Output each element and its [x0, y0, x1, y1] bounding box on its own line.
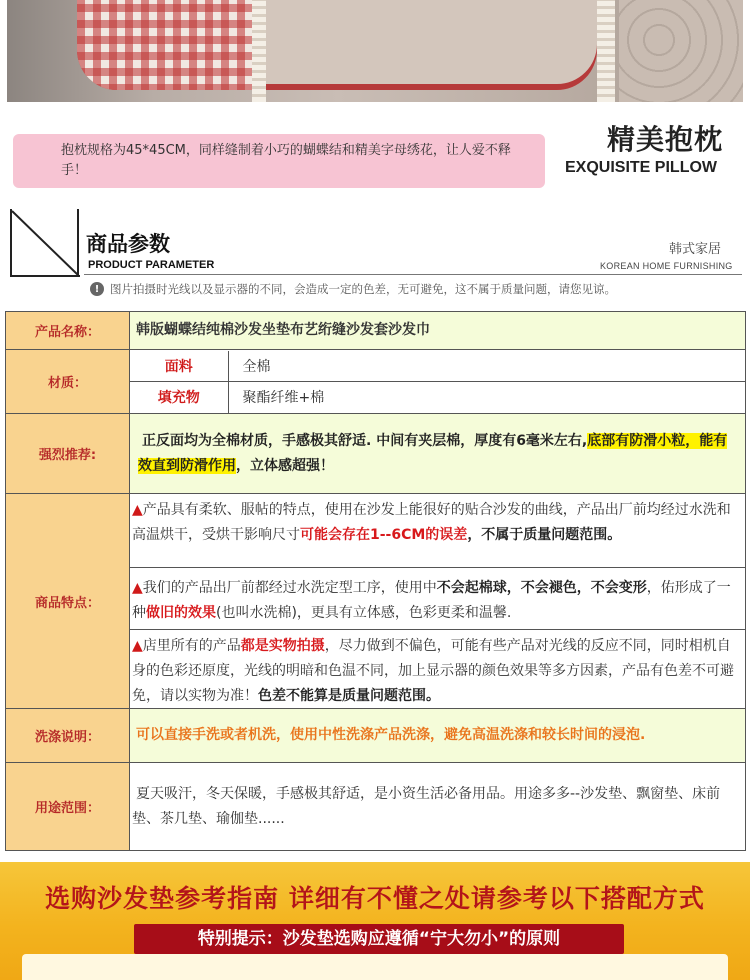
corner-decoration-icon — [10, 209, 80, 277]
feature-item — [130, 494, 745, 568]
pillow-description: 抱枕规格为45*45CM，同样缝制着小巧的蝴蝶结和精美字母绣花，让人爱不释手！ — [13, 134, 545, 188]
guide-title: 选购沙发垫参考指南 详细有不懂之处请参考以下搭配方式 — [45, 884, 705, 913]
washing-value — [130, 709, 746, 763]
color-notice — [90, 281, 710, 297]
feature-text: 我们的产品出厂前都经过水洗定型工序，使用中 — [142, 580, 437, 596]
divider — [84, 274, 742, 275]
recommend-label: 强烈推荐: — [6, 414, 130, 494]
washing-label: 洗涤说明： — [6, 709, 130, 763]
feature-text: 产品具有柔软、服帖的特点，使用在沙发上能很好的贴合沙发的曲线，产品出厂前均经过水洗和高温烘干，受烘干影响尺寸 — [132, 502, 731, 543]
lace-trim — [252, 0, 266, 102]
features-cell — [130, 494, 746, 709]
feature-text: ，佑形成了一种 — [132, 580, 731, 621]
notice-text: 图片拍摄时光线以及显示器的不同，会造成一定的色差，无可避免，这不属于质量问题，请您见谅。 — [110, 282, 616, 296]
feature-item — [130, 630, 745, 708]
row-usage — [6, 763, 746, 851]
recommend-highlight: 底部有防滑小粒，能有效直到防滑作用 — [138, 432, 728, 474]
washing-text: 可以直接手洗或者机洗，使用中性洗涤产品洗涤，避免高温洗涤和较长时间的浸泡. — [136, 727, 646, 743]
material-label: 材质： — [6, 350, 130, 414]
features-label: 商品特点： — [6, 494, 130, 709]
material-cell — [130, 350, 746, 414]
recommend-value — [130, 414, 746, 494]
product-name-value: 韩版蝴蝶结纯棉沙发坐垫布艺绗缝沙发套沙发巾 — [130, 312, 746, 350]
feature-text-bold: 不会起棉球，不会褪色，不会变形 — [436, 580, 647, 596]
guide-tip: 特别提示：沙发垫选购应遵循“宁大勿小”的原则 — [134, 924, 624, 954]
feature-text: (也叫水洗棉)，更具有立体感，色彩更柔和温馨. — [216, 605, 512, 621]
feature-text: ，尽力做到不偏色，可能有些产品对光线的反应不同，同时相机自身的色彩还原度，光线的明暗和色温不同，加上显示器的颜色效果等多方因素，产品有色差不可避免，请以实物为准！ — [132, 638, 734, 704]
recommend-text: 正反面均为全棉材质，手感极其舒适. 中间有夹层棉，厚度有6毫米左右, — [142, 432, 588, 449]
feature-text-bold: 色差不能算是质量问题范围。 — [258, 688, 440, 704]
brand-name: 韩式家居 — [669, 242, 722, 257]
pillow-title: 精美抱枕 — [606, 123, 723, 156]
row-product-name — [6, 312, 746, 350]
feature-text: 店里所有的产品 — [142, 638, 241, 654]
feature-highlight: 可能会存在1--6CM的误差 — [300, 527, 468, 543]
fabric-value: 全棉 — [228, 351, 745, 382]
usage-text: 夏天吸汗，冬天保暖，手感极其舒适，是小资生活必备用品。用途多多--沙发垫、飘窗垫、床前垫、茶几垫、瑜伽垫...... — [132, 785, 721, 827]
product-photo — [7, 0, 743, 102]
triangle-icon: ▲ — [132, 502, 143, 518]
usage-label: 用途范围： — [6, 763, 130, 851]
product-name-label: 产品名称： — [6, 312, 130, 350]
warning-icon: ! — [90, 282, 104, 296]
parameter-title: 商品参数 — [86, 232, 170, 256]
guide-banner — [0, 862, 750, 980]
feature-highlight: 做旧的效果 — [146, 605, 216, 621]
parameter-subtitle: PRODUCT PARAMETER — [88, 259, 215, 271]
guide-card — [22, 954, 728, 980]
feature-item — [130, 568, 745, 630]
pillow-subtitle: EXQUISITE PILLOW — [565, 159, 718, 176]
parameter-table — [5, 311, 746, 851]
material-subtable — [130, 351, 745, 413]
feature-text-bold: ，不属于质量问题范围。 — [467, 527, 622, 543]
row-material — [6, 350, 746, 414]
usage-value — [130, 763, 746, 851]
triangle-icon: ▲ — [132, 638, 143, 654]
row-recommend — [6, 414, 746, 494]
triangle-icon: ▲ — [132, 580, 143, 596]
fabric-label: 面料 — [130, 351, 228, 382]
filling-label: 填充物 — [130, 382, 228, 413]
quilted-fabric — [619, 0, 743, 102]
brand-name-en: KOREAN HOME FURNISHING — [600, 261, 733, 271]
row-washing — [6, 709, 746, 763]
recommend-tail: ，立体感超强！ — [236, 457, 334, 474]
gingham-panel — [77, 0, 257, 90]
feature-highlight: 都是实物拍摄 — [240, 638, 325, 654]
lace-trim — [597, 0, 615, 102]
filling-value: 聚酯纤维+棉 — [228, 382, 745, 413]
row-features — [6, 494, 746, 709]
